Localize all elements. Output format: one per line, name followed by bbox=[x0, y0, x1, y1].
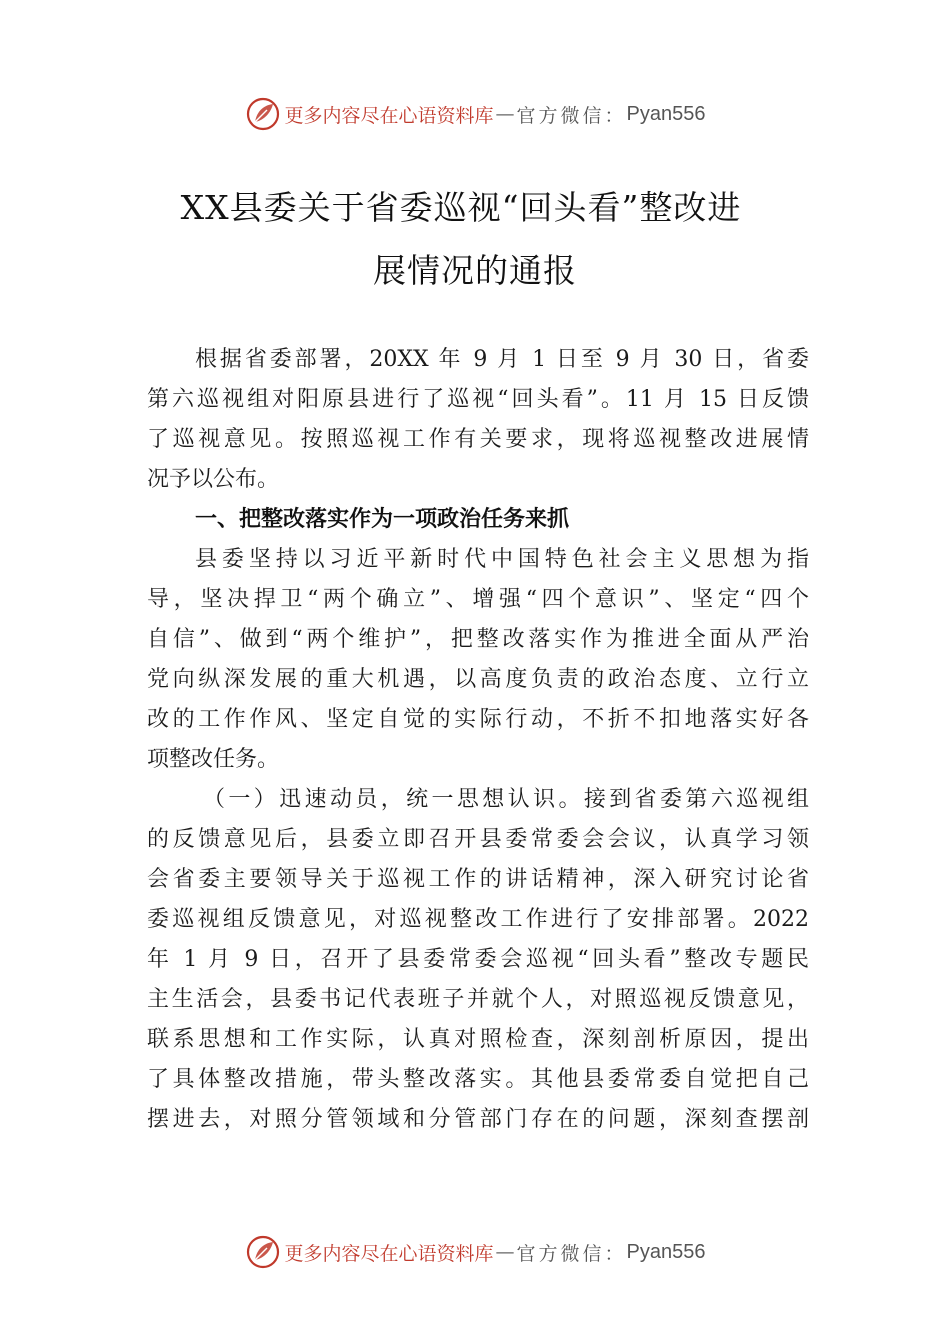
paragraph-2-line: 项整改任务。 bbox=[147, 747, 280, 772]
paragraph-3-line: 了具体整改措施，带头整改落实。其他县委常委自觉把自己 bbox=[147, 1067, 809, 1092]
leaf-logo-icon bbox=[245, 1234, 281, 1270]
paragraph-1-line: 根据省委部署，20XX 年 9 月 1 日至 9 月 30 日，省委 bbox=[195, 347, 809, 372]
banner-wechat-label: 官方微信： bbox=[516, 104, 627, 127]
banner-dash: — bbox=[495, 103, 515, 125]
paragraph-3-line: 主生活会，县委书记代表班子并就个人，对照巡视反馈意见， bbox=[147, 987, 809, 1012]
paragraph-1-line: 了巡视意见。按照巡视工作有关要求，现将巡视整改进展情 bbox=[147, 427, 809, 452]
document-title-line-2: 展情况的通报 bbox=[373, 251, 577, 290]
banner-wechat-id: Pyan556 bbox=[626, 102, 706, 125]
footer-watermark-banner bbox=[0, 1232, 950, 1272]
paragraph-3-line: （一）迅速动员，统一思想认识。接到省委第六巡视组 bbox=[203, 787, 809, 812]
banner-wechat-id: Pyan556 bbox=[626, 1240, 706, 1263]
paragraph-2-line: 改的工作作风、坚定自觉的实际行动，不折不扣地落实好各 bbox=[147, 707, 809, 732]
paragraph-3-line: 的反馈意见后，县委立即召开县委常委会会议，认真学习领 bbox=[147, 827, 809, 852]
section-heading-1: 一、把整改落实作为一项政治任务来抓 bbox=[195, 507, 570, 532]
paragraph-1-line: 况予以公布。 bbox=[147, 467, 280, 492]
paragraph-2-line: 县委坚持以习近平新时代中国特色社会主义思想为指 bbox=[195, 547, 809, 572]
banner-wechat-label: 官方微信： bbox=[516, 1242, 627, 1265]
paragraph-1-line: 第六巡视组对阳原县进行了巡视“回头看”。11 月 15 日反馈 bbox=[147, 387, 809, 412]
banner-site-name: 更多内容尽在心语资料库 bbox=[284, 104, 494, 127]
paragraph-2-line: 导，坚决捍卫“两个确立”、增强“四个意识”、坚定“四个 bbox=[147, 587, 809, 612]
document-body bbox=[147, 340, 809, 1140]
paragraph-2-line: 党向纵深发展的重大机遇，以高度负责的政治态度、立行立 bbox=[147, 667, 809, 692]
banner-site-name: 更多内容尽在心语资料库 bbox=[284, 1242, 494, 1265]
header-watermark-banner bbox=[0, 94, 950, 134]
paragraph-3-line: 年 1 月 9 日，召开了县委常委会巡视“回头看”整改专题民 bbox=[147, 947, 809, 972]
paragraph-2-line: 自信”、做到“两个维护”，把整改落实作为推进全面从严治 bbox=[147, 627, 809, 652]
banner-dash: — bbox=[495, 1241, 515, 1263]
paragraph-3-line: 会省委主要领导关于巡视工作的讲话精神，深入研究讨论省 bbox=[147, 867, 809, 892]
paragraph-3-line: 联系思想和工作实际，认真对照检查，深刻剖析原因，提出 bbox=[147, 1027, 809, 1052]
leaf-logo-icon bbox=[245, 96, 281, 132]
paragraph-3-line: 委巡视组反馈意见，对巡视整改工作进行了安排部署。2022 bbox=[147, 907, 809, 932]
paragraph-3-line: 摆进去，对照分管领域和分管部门存在的问题，深刻查摆剖 bbox=[147, 1107, 809, 1132]
document-title-line-1: XX县委关于省委巡视“回头看”整改进 bbox=[180, 188, 742, 227]
